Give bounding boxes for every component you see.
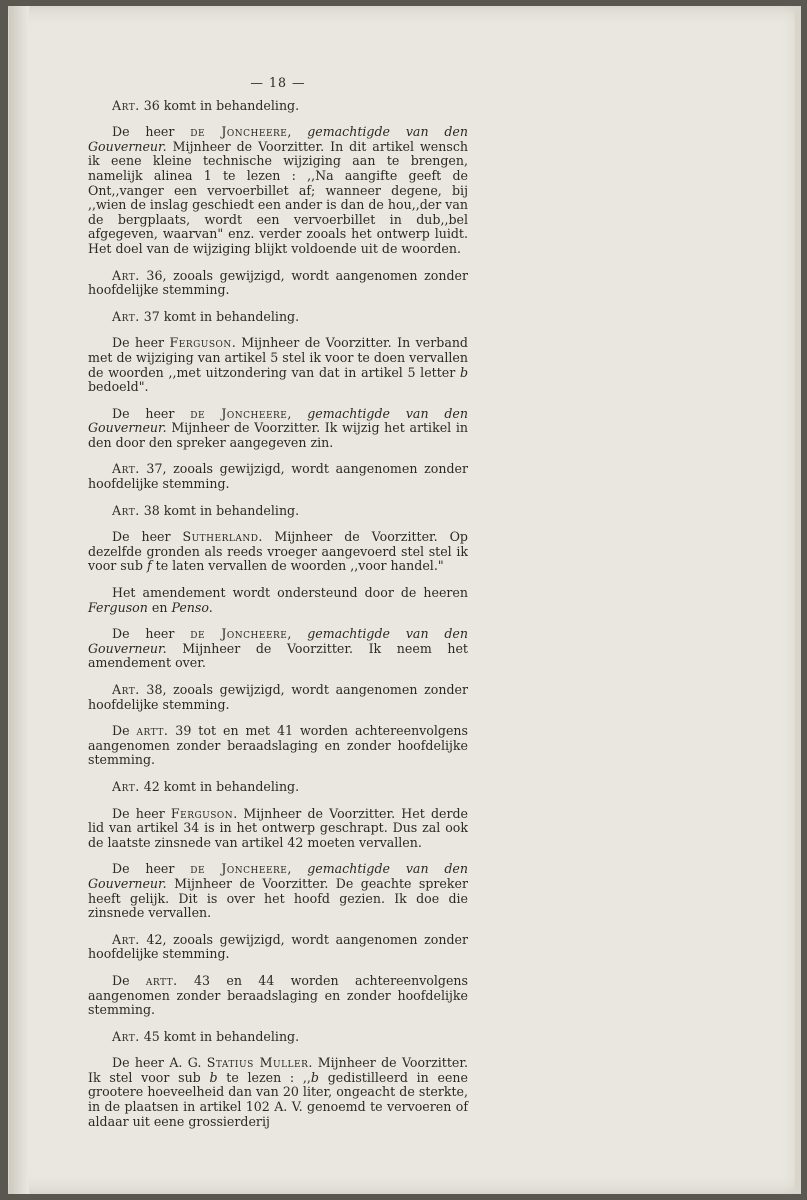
text-run: De heer — [112, 529, 183, 545]
text-run: , — [287, 861, 308, 877]
text-run: bedoeld". — [88, 379, 149, 395]
text-run: Art. — [112, 461, 140, 477]
text-run: Art. — [112, 97, 140, 113]
text-run: Mijnheer de Voorzitter. Ik neem het amendement over. — [88, 640, 468, 671]
text-run: Art. — [112, 931, 140, 947]
paragraph — [88, 1056, 468, 1129]
text-run: Mijnheer de Voorzitter. In dit artikel wensch ik eene kleine technische wijziging aan te brengen, namelijk alinea 1 te lezen : ,,Na aangifte geeft de Ont,,vanger een vervoerbillet af; wanneer degene, bij ,,wien de inslag geschiedt een ander is dan de hou,,der van de bergplaats, wordt een vervoerbillet in dub,,bel afgegeven, waarvan" enz. verder zooals het ontwerp luidt. Het doel van de wijziging blijkt voldoende uit de woorden. — [88, 138, 468, 256]
text-run: Penso. — [171, 599, 213, 615]
text-run: artt. — [145, 972, 178, 988]
paragraph — [88, 407, 468, 451]
text-run: . Mijnheer de Voorzitter. Ik stel voor sub — [88, 1055, 468, 1085]
text-run: , — [287, 626, 308, 642]
text-run: Art. — [112, 682, 140, 697]
text-run: te lezen : ,, — [217, 1069, 311, 1085]
text-run: Art. — [112, 308, 140, 324]
text-run: De heer — [112, 405, 191, 421]
text-column — [88, 76, 468, 1141]
paragraph — [88, 504, 468, 519]
text-run: Ferguson — [170, 805, 234, 821]
paragraph — [88, 974, 468, 1018]
text-run: Mijnheer de Voorzitter. Ik wijzig het artikel in den door den spreker aangegeven zin. — [88, 420, 468, 450]
text-run: , — [287, 405, 308, 421]
text-run: De — [112, 723, 137, 739]
paragraph — [88, 530, 468, 574]
paragraph — [88, 780, 468, 795]
paragraph — [88, 310, 468, 325]
text-run: 45 komt in behandeling. — [139, 1028, 300, 1044]
text-run: de Joncheere — [190, 405, 288, 421]
paragraph — [88, 99, 468, 114]
text-run: Art. — [112, 778, 140, 794]
paragraph-list — [88, 99, 468, 1130]
paragraph — [88, 724, 468, 768]
text-run: De heer — [112, 124, 191, 140]
binding-fold — [9, 6, 29, 1194]
text-run: 38 komt in behandeling. — [139, 502, 300, 518]
text-run: Art. — [112, 267, 140, 283]
text-run: te laten vervallen de woorden ,,voor handel." — [151, 558, 444, 574]
text-run: de Joncheere — [190, 124, 288, 140]
text-run: 36, zooals gewijzigd, wordt aangenomen zonder hoofdelijke stemming. — [88, 267, 468, 298]
text-run: Statius Muller — [206, 1055, 309, 1071]
text-run: Ferguson — [169, 335, 232, 351]
text-run: De heer A. G. — [112, 1055, 207, 1071]
paragraph — [88, 125, 468, 256]
document-page — [8, 6, 801, 1194]
text-run: gemachtigde van den Gouverneur. — [88, 405, 468, 436]
text-run: f — [146, 558, 152, 574]
text-run: gemachtigde van den Gouverneur. — [88, 626, 468, 656]
paragraph — [88, 862, 468, 920]
text-run: , — [287, 124, 308, 140]
text-run: . Mijnheer de Voorzitter. Op dezelfde gronden als reeds vroeger aangevoerd stel stel ik voor sub — [88, 529, 468, 574]
text-run: Sutherland — [182, 529, 259, 545]
paragraph — [88, 627, 468, 671]
text-run: 39 tot en met 41 worden achtereenvolgens aangenomen zonder beraadslaging en zonder hoofdelijke stemming. — [88, 723, 468, 768]
text-run: . Mijnheer de Voorzitter. Het derde lid van artikel 34 is in het ontwerp geschrapt. Dus zal ook de laatste zinsnede van artikel 42 moeten vervallen. — [88, 805, 469, 850]
text-run: De heer — [112, 805, 171, 821]
paragraph — [88, 933, 468, 962]
text-run: Art. — [112, 1028, 140, 1044]
text-run: 43 en 44 worden achtereenvolgens aangenomen zonder beraadslaging en zonder hoofdelijke stemming. — [88, 972, 468, 1018]
text-run: gemachtigde van den Gouverneur. — [88, 861, 468, 891]
text-run: gedistilleerd in eene grootere hoeveelheid dan van 20 liter, ongeacht de sterkte, in de plaatsen in artikel 102 A. V. genoemd te vervoeren of aldaar uit eene grossierderij — [88, 1069, 468, 1129]
text-run: Ferguson — [88, 599, 148, 615]
paragraph — [88, 1030, 468, 1045]
text-run: . Mijnheer de Voorzitter. In verband met de wijziging van artikel 5 stel ik voor te doen vervallen de woorden ,,met uitzondering van dat in artikel 5 letter — [88, 335, 468, 380]
text-run: De heer — [112, 626, 191, 642]
text-run: de Joncheere — [190, 861, 288, 877]
paragraph — [88, 807, 468, 851]
text-run: gemachtigde van den Gouverneur. — [88, 124, 468, 154]
text-run: en — [147, 599, 172, 615]
text-run: b — [459, 364, 468, 380]
text-run: De — [112, 972, 146, 988]
text-run: de Joncheere — [190, 626, 288, 642]
paragraph — [88, 683, 468, 712]
paragraph — [88, 586, 468, 615]
text-run: De heer — [112, 335, 170, 351]
paragraph — [88, 462, 468, 491]
text-run: 42 komt in behandeling. — [139, 778, 300, 794]
text-run: Art. — [112, 502, 140, 518]
text-run: b — [209, 1069, 218, 1085]
page-number: — 18 — — [250, 75, 306, 90]
text-run: artt. — [136, 723, 169, 739]
paragraph — [88, 336, 468, 394]
text-run: 42, zooals gewijzigd, wordt aangenomen zonder hoofdelijke stemming. — [88, 931, 468, 962]
page-edge — [795, 6, 801, 1194]
text-run: Het amendement wordt ondersteund door de heeren — [112, 585, 468, 601]
text-run: 37, zooals gewijzigd, wordt aangenomen zonder hoofdelijke stemming. — [88, 461, 468, 492]
text-run: Mijnheer de Voorzitter. De geachte spreker heeft gelijk. Dit is over het hoofd gezien. Ik doe die zinsnede vervallen. — [88, 875, 468, 921]
text-run: 37 komt in behandeling. — [139, 308, 300, 324]
text-run: De heer — [112, 861, 191, 877]
text-run: 38, zooals gewijzigd, wordt aangenomen zonder hoofdelijke stemming. — [88, 682, 468, 712]
text-run: 36 komt in behandeling. — [139, 97, 300, 113]
text-run: b — [310, 1069, 319, 1085]
paragraph — [88, 269, 468, 298]
